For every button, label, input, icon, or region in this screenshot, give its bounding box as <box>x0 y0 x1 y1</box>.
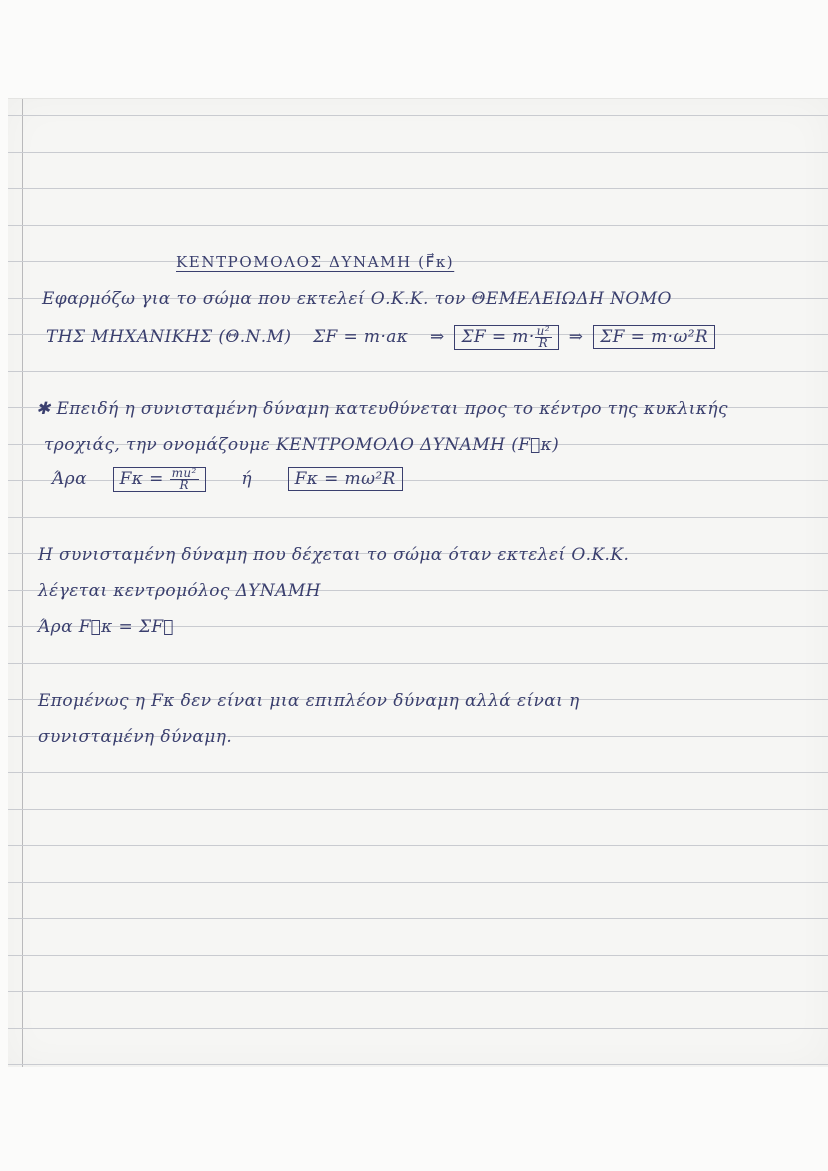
text-line: Επομένως η Fκ δεν είναι μια επιπλέον δύναμη αλλά είναι η <box>38 691 580 711</box>
boxed-equation: Fκ = mω²R <box>288 467 403 491</box>
ruled-line <box>8 772 828 773</box>
equation-part: Fκ = <box>119 469 164 489</box>
ruled-line <box>8 845 828 846</box>
text-line <box>38 581 321 601</box>
text-line: ✱ Επειδή η συνισταμένη δύναμη κατευθύνεται προς το κέντρο της κυκλικής <box>36 399 728 419</box>
text-fragment: λέγεται <box>38 581 108 601</box>
denominator: R <box>179 478 189 492</box>
text-fragment: ή <box>241 469 252 489</box>
text-fragment: ΚΕΝΤΡΟΜΟΛΟ ΔΥΝΑΜΗ (F⃗κ) <box>276 435 560 455</box>
ruled-line <box>8 918 828 919</box>
text-fragment: κεντρομόλος ΔΥΝΑΜΗ <box>113 581 321 601</box>
ruled-line <box>8 1028 828 1029</box>
equation-line <box>52 467 407 492</box>
boxed-equation <box>113 467 206 492</box>
boxed-equation <box>454 325 559 350</box>
ruled-line <box>8 882 828 883</box>
text-fragment: Άρα <box>52 469 87 489</box>
text-line <box>44 435 559 455</box>
ruled-line <box>8 1064 828 1065</box>
equation: ΣF = m·aκ <box>313 327 409 347</box>
heading: ΚΕΝΤΡΟΜΟΛΟΣ ΔΥΝΑΜΗ (F⃗κ) <box>176 253 455 271</box>
margin-line <box>22 99 23 1067</box>
equation-part: ΣF = m· <box>461 327 535 347</box>
text-line: συνισταμένη δύναμη. <box>38 727 233 747</box>
text-fragment: τροχιάς, την ονομάζουμε <box>44 435 271 455</box>
arrow-symbol: ⇒ <box>429 327 445 347</box>
ruled-line <box>8 991 828 992</box>
arrow-symbol: ⇒ <box>568 327 584 347</box>
ruled-line <box>8 663 828 664</box>
equation-line <box>46 325 719 350</box>
ruled-line <box>8 225 828 226</box>
numerator: mu² <box>171 466 197 480</box>
text-line: Άρα F⃗κ = ΣF⃗ <box>38 617 174 637</box>
fraction <box>170 468 199 491</box>
boxed-equation: ΣF = m·ω²R <box>593 325 715 349</box>
ruled-line <box>8 517 828 518</box>
ruled-line <box>8 371 828 372</box>
ruled-line <box>8 955 828 956</box>
ruled-line <box>8 152 828 153</box>
text-fragment: ΤΗΣ ΜΗΧΑΝΙΚΗΣ (Θ.Ν.Μ) <box>46 327 292 347</box>
numerator: u² <box>536 324 550 338</box>
ruled-line <box>8 809 828 810</box>
ruled-line <box>8 115 828 116</box>
denominator: R <box>538 336 549 350</box>
notebook-page <box>8 98 828 1067</box>
fraction <box>535 326 552 349</box>
text-line: Η συνισταμένη δύναμη που δέχεται το σώμα όταν εκτελεί Ο.Κ.Κ. <box>38 545 630 565</box>
ruled-line <box>8 188 828 189</box>
text-line: Εφαρμόζω για το σώμα που εκτελεί Ο.Κ.Κ. τον ΘΕΜΕΛΕΙΩΔΗ ΝΟΜΟ <box>42 289 672 309</box>
